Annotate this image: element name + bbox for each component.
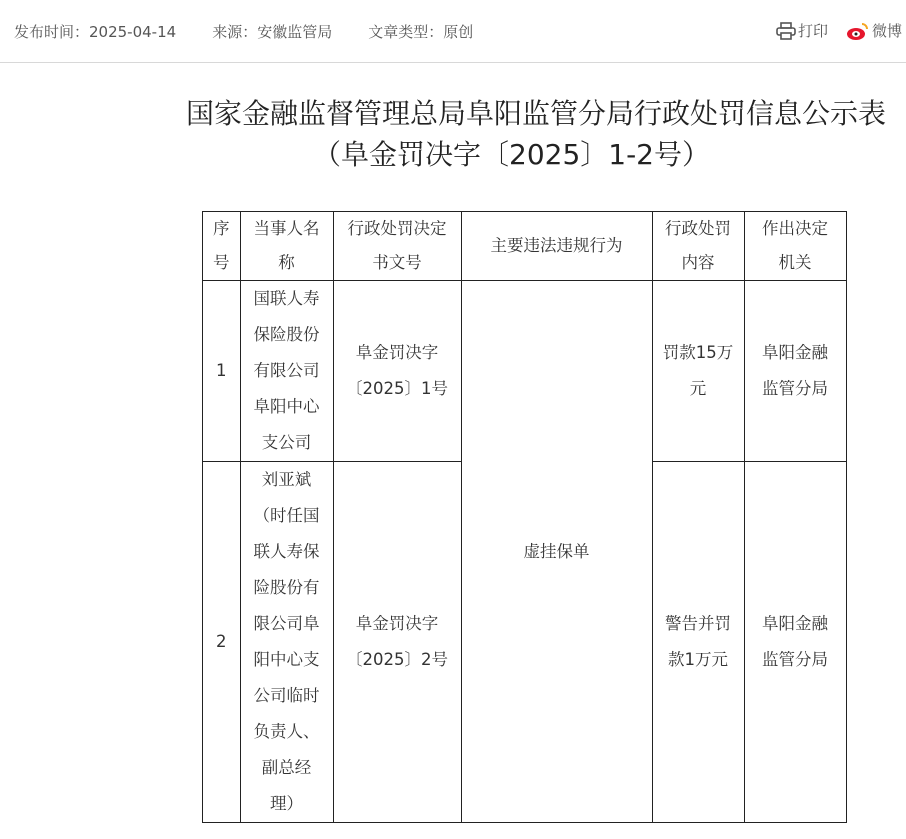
page-title: 国家金融监督管理总局阜阳监管分局行政处罚信息公示表 [185, 97, 886, 130]
header-violation: 主要违法违规行为 [461, 212, 652, 281]
row-doc-no: 阜金罚决字〔2025〕1号 [333, 281, 461, 462]
penalty-table [202, 211, 847, 823]
row-party: 国联人寿保险股份有限公司阜阳中心支公司 [240, 281, 333, 462]
row-no: 2 [203, 462, 241, 823]
row-doc-no: 阜金罚决字〔2025〕2号 [333, 462, 461, 823]
printer-icon [776, 22, 796, 40]
article-type: 文章类型：原创 [368, 22, 474, 41]
weibo-icon [846, 21, 870, 41]
weibo-label: 微博 [871, 22, 902, 40]
publish-time: 发布时间：2025-04-14 [14, 22, 177, 41]
header-authority: 作出决定机关 [744, 212, 846, 281]
source: 来源：安徽监管局 [212, 22, 333, 41]
table-header-row [203, 212, 847, 281]
row-party: 刘亚斌（时任国联人寿保险股份有限公司阜阳中心支公司临时负责人、副总经理） [240, 462, 333, 823]
header-no: 序号 [203, 212, 241, 281]
print-button[interactable] [776, 20, 828, 41]
table-row [203, 281, 847, 462]
header-party: 当事人名称 [240, 212, 333, 281]
weibo-share-button[interactable] [846, 20, 902, 41]
row-authority: 阜阳金融监管分局 [744, 462, 846, 823]
row-authority: 阜阳金融监管分局 [744, 281, 846, 462]
header-penalty: 行政处罚内容 [652, 212, 744, 281]
row-penalty: 警告并罚款1万元 [652, 462, 744, 823]
row-violation: 虚挂保单 [461, 281, 652, 823]
header-doc-no: 行政处罚决定书文号 [333, 212, 461, 281]
article-meta-bar [0, 0, 906, 63]
row-penalty: 罚款15万元 [652, 281, 744, 462]
print-label: 打印 [797, 22, 828, 40]
page-subtitle: （阜金罚决字〔2025〕1-2号） [313, 138, 710, 171]
row-no: 1 [203, 281, 241, 462]
